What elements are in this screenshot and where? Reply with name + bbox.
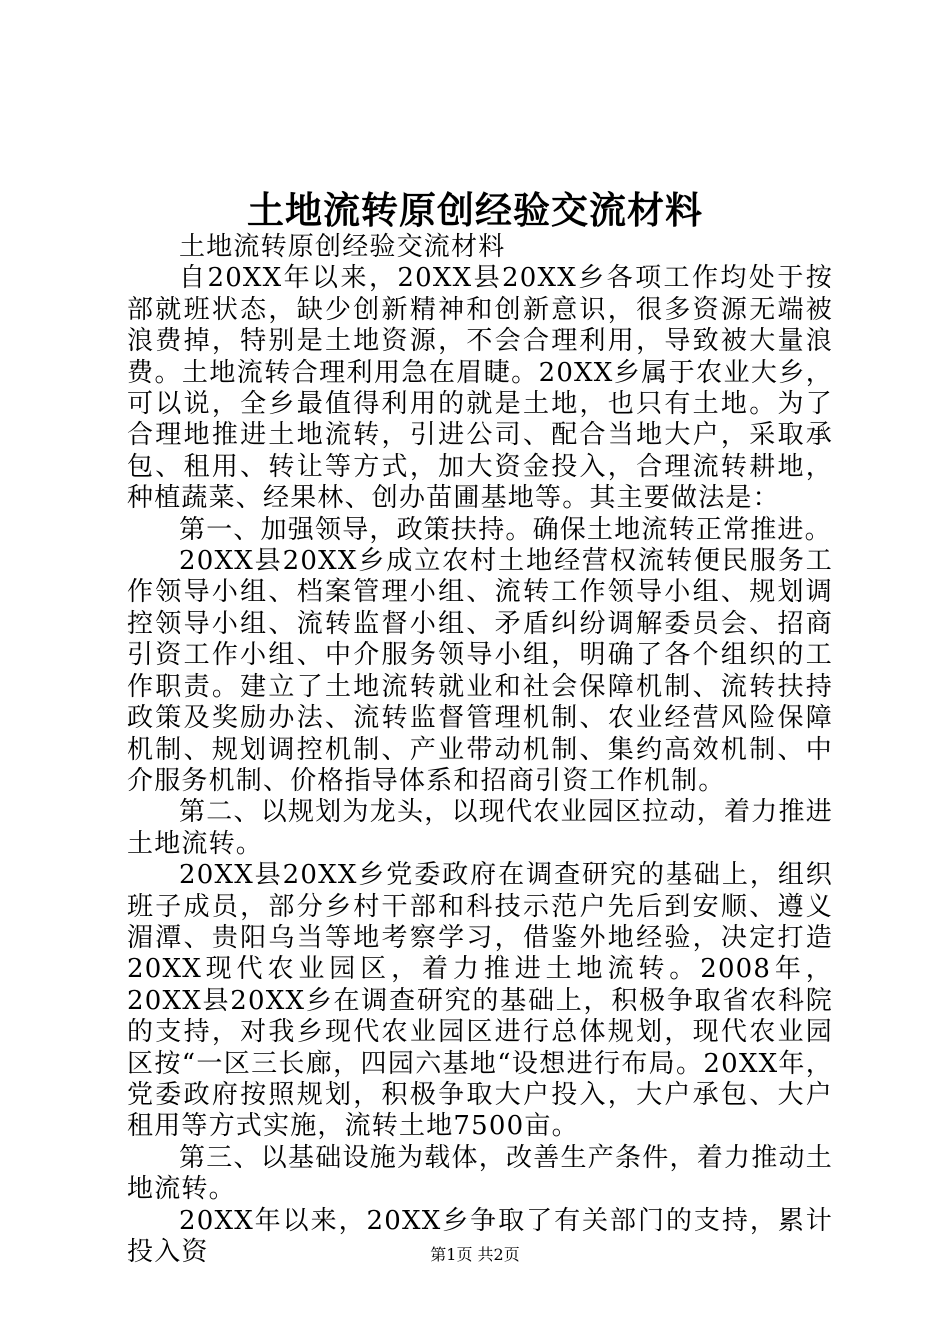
section-heading-3: 第三、以基础设施为载体，改善生产条件，着力推动土地流转。 bbox=[127, 1142, 833, 1205]
paragraph-section-1: 20XX县20XX乡成立农村土地经营权流转便民服务工作领导小组、档案管理小组、流转工作领导小组、规划调控领导小组、流转监督小组、矛盾纠纷调解委员会、招商引资工作小组、中介服务领导小组，明确了各个组织的工作职责。建立了土地流转就业和社会保障机制、流转扶持政策及奖励办法、流转监督管理机制、农业经营风险保障机制、规划调控机制、产业带动机制、集约高效机制、中介服务机制、价格指导体系和招商引资工作机制。 bbox=[127, 546, 833, 796]
paragraph-section-3: 20XX年以来，20XX乡争取了有关部门的支持，累计投入资 bbox=[127, 1205, 833, 1267]
document-title: 土地流转原创经验交流材料 bbox=[247, 188, 703, 232]
document-subtitle: 土地流转原创经验交流材料 bbox=[179, 232, 506, 262]
paragraph-intro: 自20XX年以来，20XX县20XX乡各项工作均处于按部就班状态，缺少创新精神和创新意识，很多资源无端被浪费掉，特别是土地资源，不会合理利用，导致被大量浪费。土地流转合理利用急在眉睫。20XX乡属于农业大乡，可以说，全乡最值得利用的就是土地，也只有土地。为了合理地推进土地流转，引进公司、配合当地大户，采取承包、租用、转让等方式，加大资金投入，合理流转耕地，种植蔬菜、经果林、创办苗圃基地等。其主要做法是： bbox=[127, 263, 833, 514]
document-body bbox=[127, 232, 833, 1268]
section-heading-2: 第二、以规划为龙头，以现代农业园区拉动，着力推进土地流转。 bbox=[127, 797, 833, 859]
section-heading-1: 第一、加强领导，政策扶持。确保土地流转正常推进。 bbox=[179, 514, 832, 545]
page-number-footer: 第1页 共2页 bbox=[430, 1245, 520, 1264]
paragraph-section-2: 20XX县20XX乡党委政府在调查研究的基础上，组织班子成员，部分乡村干部和科技示范户先后到安顺、遵义湄潭、贵阳乌当等地考察学习，借鉴外地经验，决定打造20XX现代农业园区，着力推进土地流转。2008年，20XX县20XX乡在调查研究的基础上，积极争取省农科院的支持，对我乡现代农业园区进行总体规划，现代农业园区按“一区三长廊，四园六基地“设想进行布局。20XX年，党委政府按照规划，积极争取大户投入，大户承包、大户租用等方式实施，流转土地7500亩。 bbox=[127, 860, 833, 1142]
